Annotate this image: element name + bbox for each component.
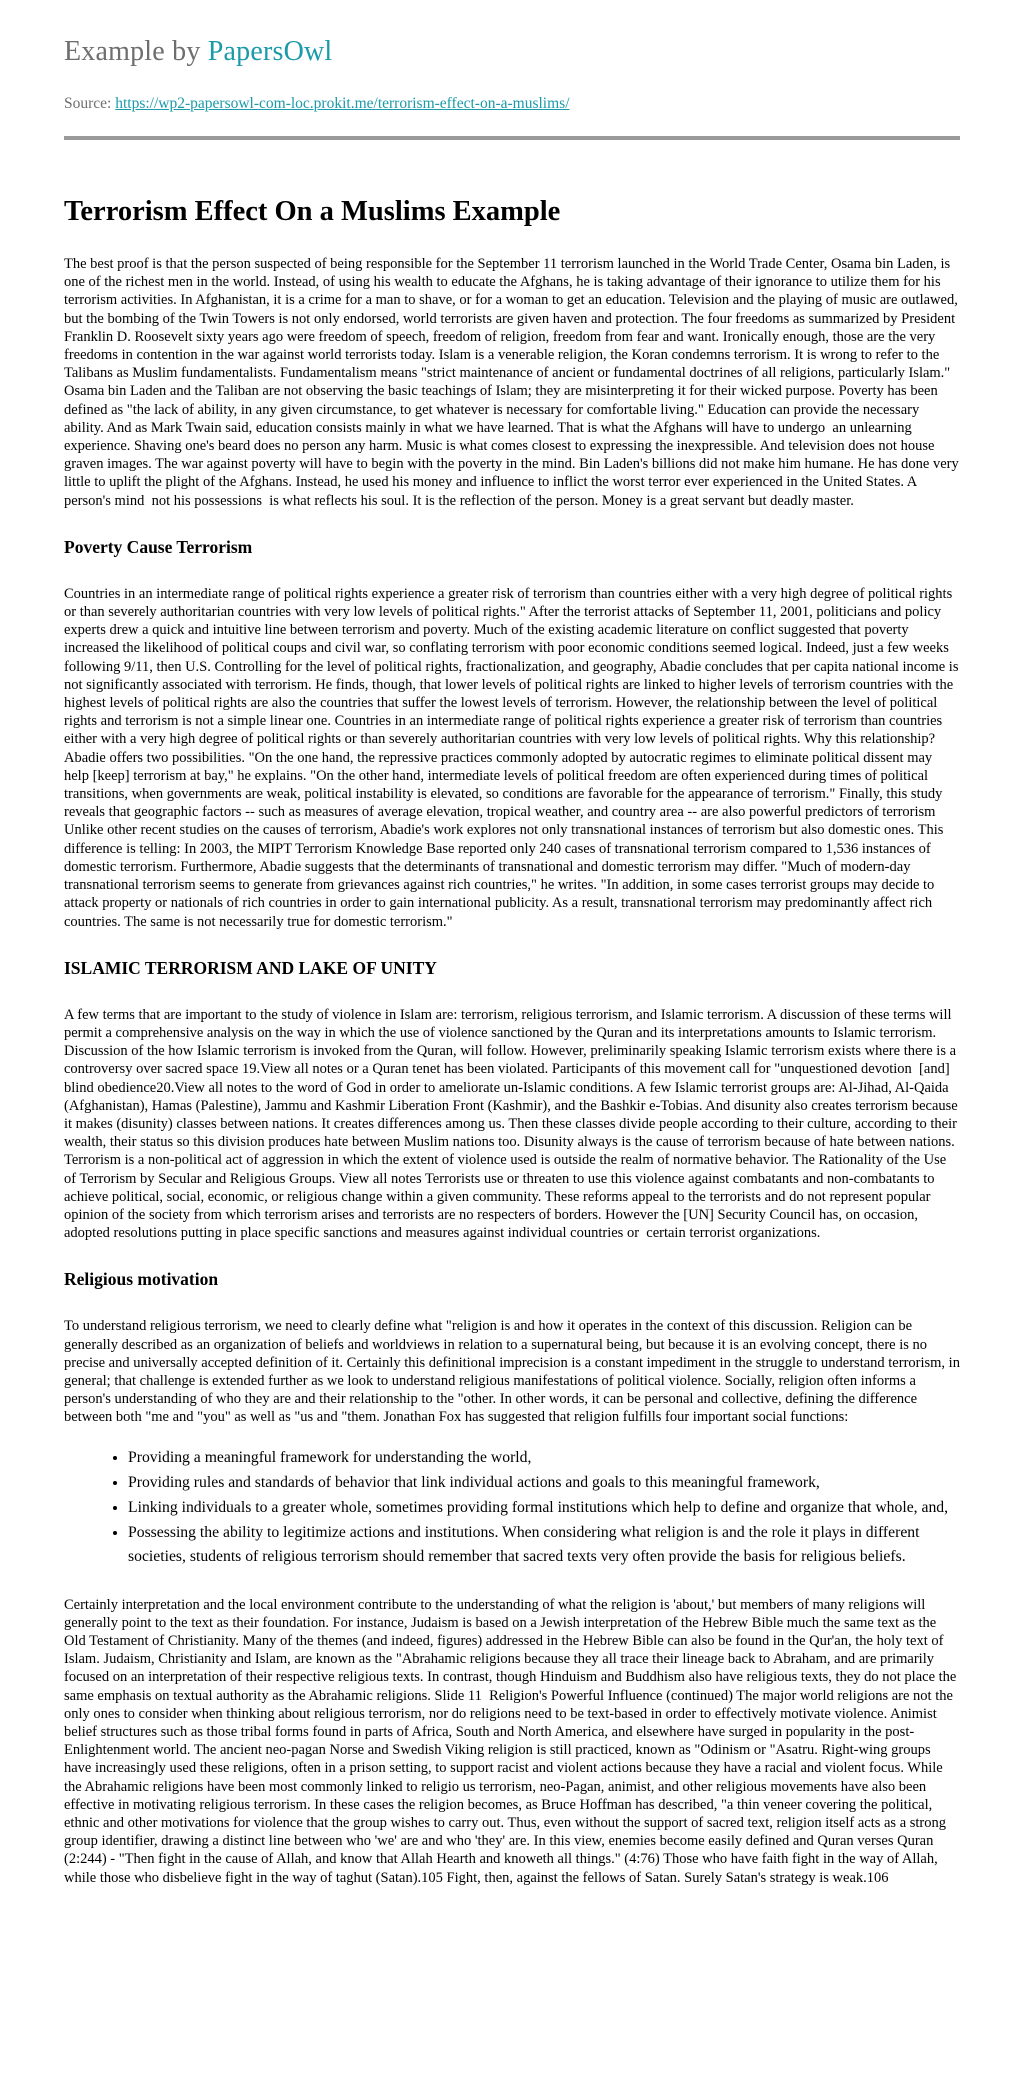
religious-motivation-section-heading: Religious motivation bbox=[64, 1269, 219, 1290]
source-line bbox=[64, 95, 960, 113]
page-title: Terrorism Effect On a Muslims Example bbox=[64, 196, 561, 227]
islamic-terrorism-section-paragraph: A few terms that are important to the study of violence in Islam are: terrorism, religious terrorism, and Islamic terrorism. A discussion of these terms will permit a comprehensive analysis on the way in which the use of violence sanctioned by the Quran and its interpretations amounts to Islamic terrorism. Discussion of the how Islamic terrorism is invoked from the Quran, will follow. However, preliminarily speaking Islamic terrorism exists where there is a controversy over sacred space 19.View all notes or a Quran tenet has been violated. Participants of this movement call for "unquestioned devotion [and] blind obedience20.View all notes to the word of God in order to ameliorate un-Islamic conditions. A few Islamic terrorist groups are: Al-Jihad, Al-Qaida (Afghanistan), Hamas (Palestine), Jammu and Kashmir Liberation Front (Kashmir), and the Bashkir e-Tobias. And disunity also creates terrorism because it makes (disunity) classes between nations. It creates differences among us. Then these classes divide people according to their culture, according to their wealth, their status so this division produces hate between Muslim nations too. Disunity always is the cause of terrorism because of hate between nations. Terrorism is a non-political act of aggression in which the extent of violence used is outside the realm of normative behavior. The Rationality of the Use of Terrorism by Secular and Religious Groups. View all notes Terrorists use or threaten to use this violence against combatants and non-combatants to achieve political, social, economic, or religious change within a given community. These reforms appeal to the terrorists and do not represent popular opinion of the society from which terrorism arises and terrorists are no respecters of borders. However the [UN] Security Council has, on occasion, adopted resolutions putting in place specific sanctions and measures against individual countries or certain terrorist organizations. bbox=[64, 1006, 962, 1242]
poverty-section-paragraph: Countries in an intermediate range of political rights experience a greater risk of terrorism than countries either with a very high degree of political rights or than severely authoritarian countries with very low levels of political rights." After the terrorist attacks of September 11, 2001, politicians and policy experts drew a quick and intuitive line between terrorism and poverty. Much of the existing academic literature on conflict suggested that poverty increased the likelihood of political coups and civil war, so conflating terrorism with poor economic conditions seemed logical. Indeed, just a few weeks following 9/11, then U.S. Controlling for the level of political rights, fractionalization, and geography, Abadie concludes that per capita national income is not significantly associated with terrorism. He finds, though, that lower levels of political rights are linked to higher levels of terrorism countries with the highest levels of political rights are also the countries that suffer the lowest levels of terrorism. However, the relationship between the level of political rights and terrorism is not a simple linear one. Countries in an intermediate range of political rights experience a greater risk of terrorism than countries either with a very high degree of political rights or than severely authoritarian countries with very low levels of political rights. Why this relationship? Abadie offers two possibilities. "On the one hand, the repressive practices commonly adopted by autocratic regimes to eliminate political dissent may help [keep] terrorism at bay," he explains. "On the other hand, intermediate levels of political freedom are often experienced during times of political transitions, when governments are weak, political instability is elevated, so conditions are favorable for the appearance of terrorism." Finally, this study reveals that geographic factors -- such as measures of average elevation, tropical weather, and country area -- are also powerful predictors of terrorism Unlike other recent studies on the causes of terrorism, Abadie's work explores not only transnational instances of terrorism but also domestic ones. This difference is telling: In 2003, the MIPT Terrorism Knowledge Base reported only 240 cases of transnational terrorism compared to 1,536 instances of domestic terrorism. Furthermore, Abadie suggests that the determinants of transnational and domestic terrorism may differ. "Much of modern-day transnational terrorism seems to generate from grievances against rich countries," he writes. "In addition, in some cases terrorist groups may decide to attack property or nationals of rich countries in order to gain international publicity. As a result, transnational terrorism may predominantly affect rich countries. The same is not necessarily true for domestic terrorism." bbox=[64, 585, 963, 930]
poverty-section-heading: Poverty Cause Terrorism bbox=[64, 536, 253, 557]
islamic-terrorism-section-heading: ISLAMIC TERRORISM AND LAKE OF UNITY bbox=[64, 957, 437, 978]
page-header bbox=[64, 36, 960, 140]
papersowl-brand-link[interactable]: PapersOwl bbox=[207, 36, 333, 67]
example-by-label: Example by bbox=[64, 36, 208, 67]
example-by-header bbox=[64, 36, 960, 68]
list-item: • Providing a meaningful framework for understanding the world, bbox=[128, 1446, 960, 1470]
closing-paragraph: Certainly interpretation and the local environment contribute to the understanding of what the religion is 'about,' but members of many religions will generally point to the text as their foundation. For instance, Judaism is based on a Jewish interpretation of the Hebrew Bible much the same text as the Old Testament of Christianity. Many of the themes (and indeed, figures) addressed in the Hebrew Bible can also be found in the Qur'an, the holy text of Islam. Judaism, Christianity and Islam, are known as the "Abrahamic religions because they all trace their lineage back to Abraham, and are primarily focused on an interpretation of their respective religious texts. In contrast, though Hinduism and Buddhism also have religious texts, they do not place the same emphasis on textual authority as the Abrahamic religions. Slide 11 Religion's Powerful Influence (continued) The major world religions are not the only ones to consider when thinking about religious terrorism, nor do religions need to be text-based in order to effectively motivate violence. Animist belief structures such as those tribal forms found in parts of Africa, South and North America, and elsewhere have surged in popularity in the post-Enlightenment world. The ancient neo-pagan Norse and Swedish Viking religion is still practiced, known as "Odinism or "Asatru. Right-wing groups have increasingly used these religions, often in a prison setting, to support racist and violent actions because they have a racial and violent focus. While the Abrahamic religions have been most commonly linked to religio us terrorism, neo-Pagan, animist, and other religious movements have also been effective in motivating religious terrorism. In these cases the religion becomes, as Bruce Hoffman has described, "a thin veneer covering the political, ethnic and other motivations for violence that the group wishes to carry out. Thus, even without the support of sacred text, religion itself acts as a strong group identifier, drawing a distinct line between who 'we' are and who 'they' are. In this view, enemies become easily defined and Quran verses Quran (2:244) - "Then fight in the cause of Allah, and know that Allah Hearth and knoweth all things." (4:76) Those who have faith fight in the way of Allah, while those who disbelieve fight in the way of taghut (Satan).105 Fight, then, against the fellows of Satan. Surely Satan's strategy is weak.106 bbox=[64, 1596, 960, 1886]
source-label: Source: bbox=[64, 95, 116, 112]
document-body bbox=[64, 196, 964, 1887]
list-item: • Linking individuals to a greater whole, sometimes providing formal institutions which help to define and organize that whole, and, bbox=[128, 1496, 960, 1520]
list-item: • Possessing the ability to legitimize actions and institutions. When considering what religion is and the role it plays in different societies, students of religious terrorism should remember that sacred texts very often provide the basis for religious beliefs. bbox=[128, 1521, 960, 1569]
religion-functions-list bbox=[64, 1446, 960, 1569]
religious-motivation-section-paragraph: To understand religious terrorism, we need to clearly define what "religion is and how it operates in the context of this discussion. Religion can be generally described as an organization of beliefs and worldviews in relation to a supernatural being, but because it is an evolving concept, there is no precise and universally accepted definition of it. Certainly this definitional imprecision is a constant impediment in the struggle to understand terrorism, in general; that challenge is extended further as we look to understand religious manifestations of political violence. Socially, religion often informs a person's understanding of who they are and their relationship to the "other. In other words, it can be personal and collective, defining the difference between both "me and "you" as well as "us and "them. Jonathan Fox has suggested that religion fulfills four important social functions: bbox=[64, 1318, 964, 1426]
header-divider bbox=[64, 136, 960, 140]
list-item: • Providing rules and standards of behavior that link individual actions and goals to this meaningful framework, bbox=[128, 1471, 960, 1495]
intro-paragraph: The best proof is that the person suspected of being responsible for the September 11 terrorism launched in the World Trade Center, Osama bin Laden, is one of the richest men in the world. Instead, of using his wealth to educate the Afghans, he is taking advantage of their ignorance to utilize them for his terrorism activities. In Afghanistan, it is a crime for a man to shave, or for a woman to get an education. Television and the playing of music are outlawed, but the bombing of the Twin Towers is not only endorsed, world terrorists are given haven and protection. The four freedoms as summarized by President Franklin D. Roosevelt sixty years ago were freedom of speech, freedom of religion, freedom from fear and want. Ironically enough, those are the very freedoms in contention in the war against world terrorists today. Islam is a venerable religion, the Koran condemns terrorism. It is wrong to refer to the Talibans as Muslim fundamentalists. Fundamentalism means "strict maintenance of ancient or fundamental doctrines of all religions, particularly Islam." Osama bin Laden and the Taliban are not observing the basic teachings of Islam; they are misinterpreting it for their wicked purpose. Poverty has been defined as "the lack of ability, in any given circumstance, to get whatever is necessary for comfortable living." Education can provide the necessary ability. And as Mark Twain said, education consists mainly in what we have learned. That is what the Afghans will have to undergo an unlearning experience. Shaving one's beard does no person any harm. Music is what comes closest to expressing the inexpressible. And television does not house graven images. The war against poverty will have to begin with the poverty in the mind. Bin Laden's billions did not make him humane. He has done very little to uplift the plight of the Afghans. Instead, he used his money and influence to inflict the worst terror ever experienced in the United States. A person's mind not his possessions is what reflects his soul. It is the reflection of the person. Money is a great servant but deadly master. bbox=[64, 256, 963, 509]
source-url-link[interactable]: https://wp2-papersowl-com-loc.prokit.me/terrorism-effect-on-a-muslims/ bbox=[115, 95, 570, 112]
